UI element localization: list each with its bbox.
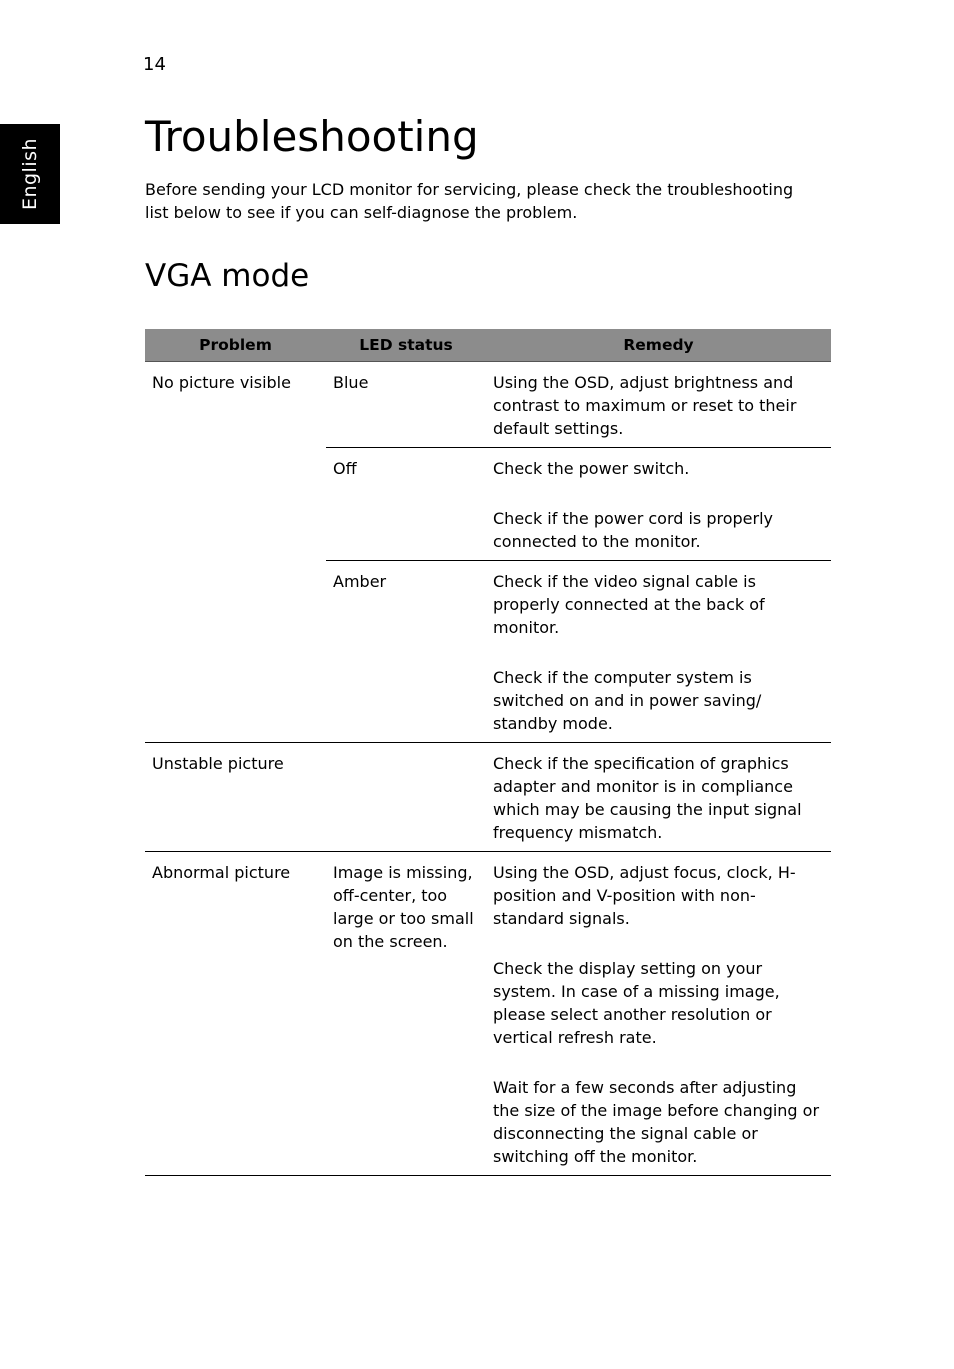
problem-cell: No picture visible <box>145 362 326 743</box>
remedy-cell <box>486 448 831 561</box>
language-side-tab <box>0 124 60 224</box>
led-status-cell <box>326 743 486 852</box>
header-remedy: Remedy <box>486 329 831 362</box>
section-title: VGA mode <box>145 258 310 294</box>
table-header <box>145 329 831 362</box>
intro-paragraph: Before sending your LCD monitor for servicing, please check the troubleshooting list below to see if you can self-diagnose the problem. <box>145 180 794 222</box>
troubleshooting-table <box>145 329 831 1176</box>
table-header-row <box>145 329 831 362</box>
remedy-text: Using the OSD, adjust focus, clock, H-position and V-position with non-standard signals. <box>493 863 796 928</box>
remedy-cell <box>486 362 831 448</box>
remedy-text: Check if the specification of graphics adapter and monitor is in compliance which may be causing the input signal frequency mismatch. <box>493 754 802 842</box>
header-led-status: LED status <box>326 329 486 362</box>
remedy-text: Check if the video signal cable is properly connected at the back of monitor. <box>493 572 765 637</box>
table-body <box>145 362 831 1176</box>
remedy-text: Check the power switch. <box>493 459 690 478</box>
page-number: 14 <box>143 54 166 75</box>
remedy-text: Check the display setting on your system. In case of a missing image, please select another resolution or vertical refresh rate. <box>493 959 780 1047</box>
remedy-cell <box>486 561 831 743</box>
table-row <box>145 852 831 1176</box>
remedy-cell <box>486 852 831 1176</box>
led-status-cell: Image is missing, off-center, too large or too small on the screen. <box>326 852 486 1176</box>
remedy-text: Check if the computer system is switched on and in power saving/ standby mode. <box>493 668 762 733</box>
problem-cell: Abnormal picture <box>145 852 326 1176</box>
problem-cell: Unstable picture <box>145 743 326 852</box>
remedy-text: Wait for a few seconds after adjusting the size of the image before changing or disconnecting the signal cable or switching off the monitor. <box>493 1078 820 1166</box>
table-row <box>145 362 831 448</box>
remedy-cell <box>486 743 831 852</box>
remedy-text: Check if the power cord is properly connected to the monitor. <box>493 509 774 551</box>
table-row <box>145 743 831 852</box>
header-problem: Problem <box>145 329 326 362</box>
led-status-cell: Off <box>326 448 486 561</box>
led-status-cell: Blue <box>326 362 486 448</box>
page-title: Troubleshooting <box>145 112 479 161</box>
language-tab-label: English <box>19 137 41 211</box>
remedy-text: Using the OSD, adjust brightness and contrast to maximum or reset to their default settings. <box>493 373 797 438</box>
troubleshooting-table-wrapper <box>145 329 831 1176</box>
led-status-cell: Amber <box>326 561 486 743</box>
